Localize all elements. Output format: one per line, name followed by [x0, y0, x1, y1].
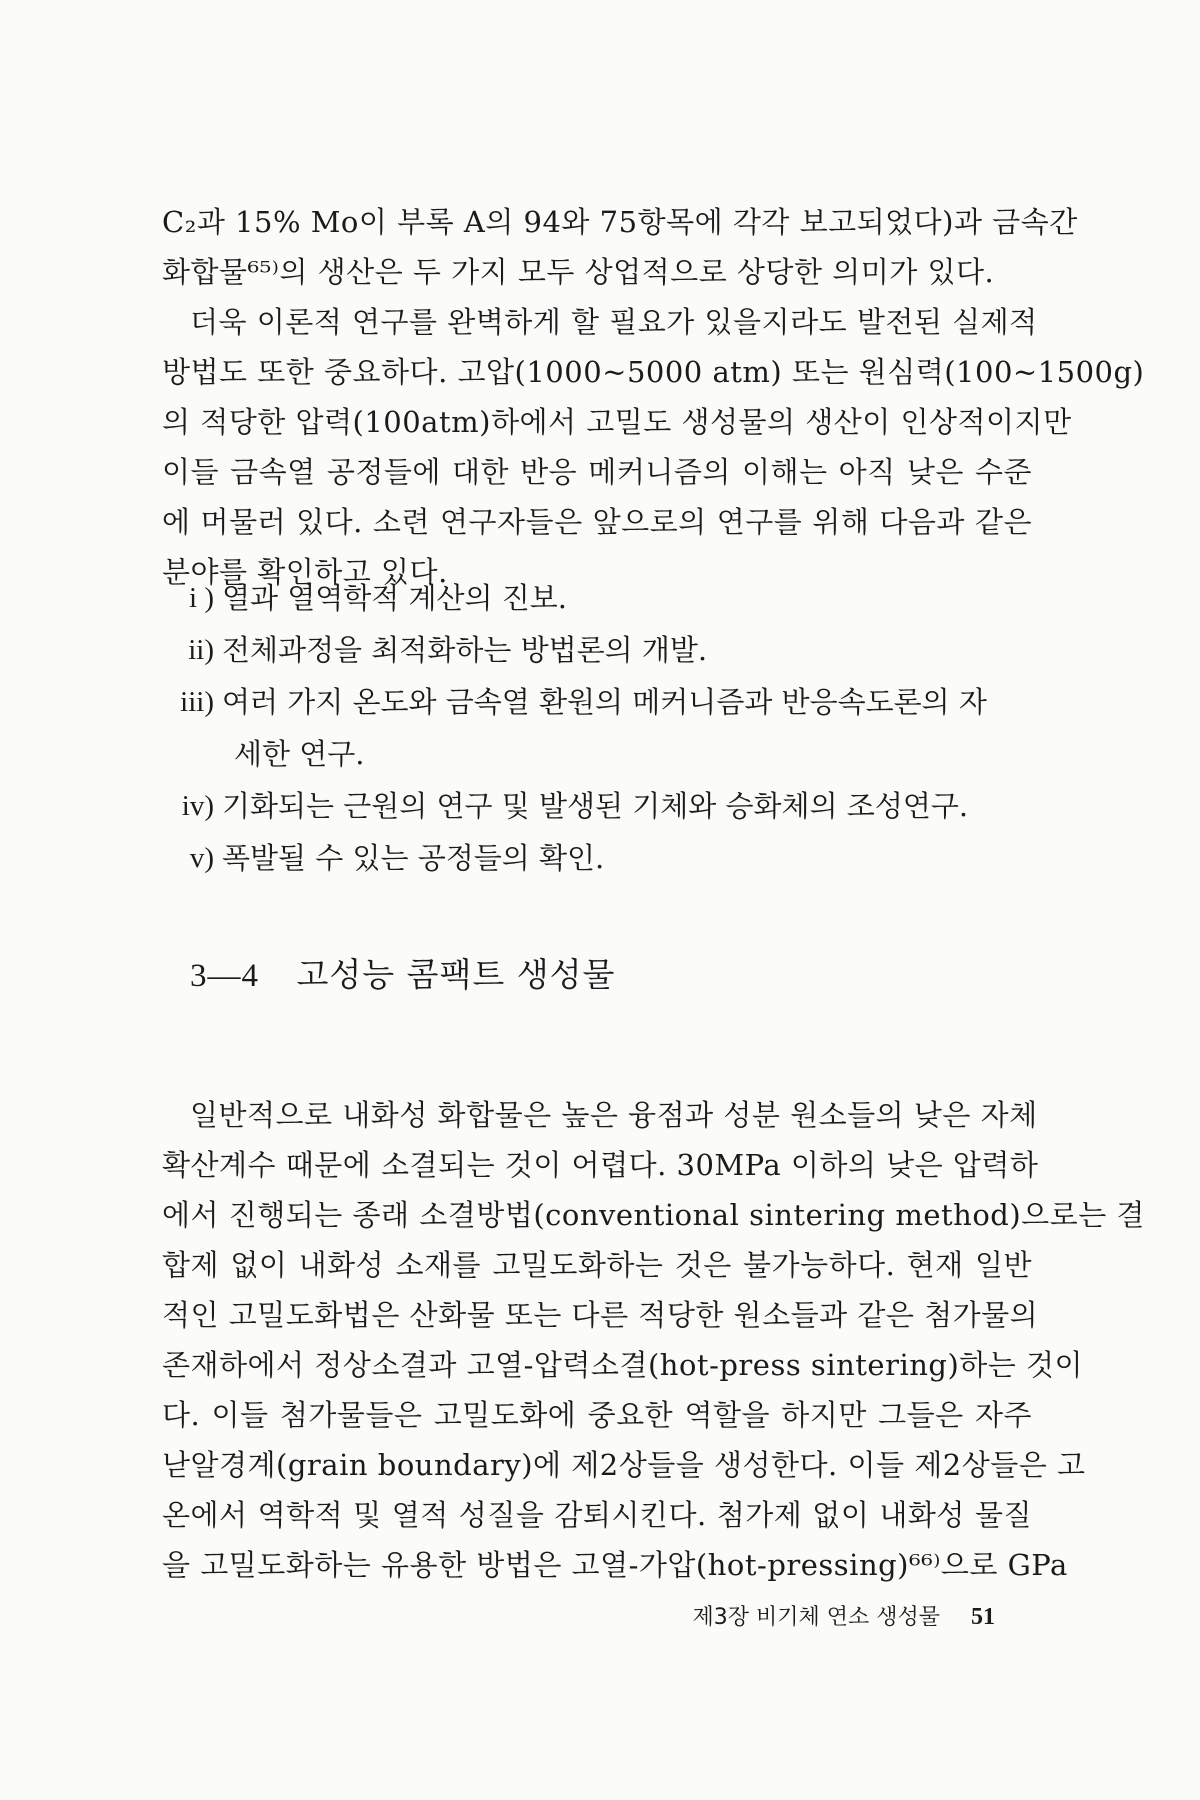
text-line: 에서 진행되는 종래 소결방법(conventional sintering method)으로는 결 [162, 1198, 1145, 1232]
text-line: 온에서 역학적 및 열적 성질을 감퇴시킨다. 첨가제 없이 내화성 물질 [162, 1498, 1032, 1532]
text-line: 에 머물러 있다. 소련 연구자들은 앞으로의 연구를 위해 다음과 같은 [162, 505, 1032, 539]
text-line: 이들 금속열 공정들에 대한 반응 메커니즘의 이해는 아직 낮은 수준 [162, 455, 1032, 489]
list-text: 여러 가지 온도와 금속열 환원의 메커니즘과 반응속도론의 자 [222, 685, 987, 719]
section-number: 3—4 [190, 958, 259, 994]
text-line: 을 고밀도화하는 유용한 방법은 고열-가압(hot-pressing)⁶⁶⁾으로 GPa [162, 1548, 1068, 1582]
text-line: 화합물⁶⁵⁾의 생산은 두 가지 모두 상업적으로 상당한 의미가 있다. [162, 255, 995, 289]
list-item [162, 572, 1032, 624]
chapter-title: 제3장 비기체 연소 생성물 [692, 1605, 940, 1630]
section-title: 고성능 콤팩트 생성물 [296, 955, 616, 994]
list-text: 세한 연구. [234, 737, 365, 771]
page-number: 51 [971, 1604, 995, 1630]
list-number: ii) [188, 634, 214, 666]
text-line: 낟알경계(grain boundary)에 제2상들을 생성한다. 이들 제2상들은 고 [162, 1448, 1086, 1482]
text-line: 합제 없이 내화성 소재를 고밀도화하는 것은 불가능하다. 현재 일반 [162, 1248, 1032, 1282]
list-number: i ) [189, 582, 214, 614]
text-line: 분야를 확인하고 있다. [162, 555, 448, 589]
text-line: 일반적으로 내화성 화합물은 높은 융점과 성분 원소들의 낮은 자체 [190, 1098, 1038, 1132]
list-number: iv) [181, 790, 214, 822]
paragraph-intro [162, 197, 1078, 297]
text-line: 더욱 이론적 연구를 완벽하게 할 필요가 있을지라도 발전된 실제적 [190, 305, 1038, 339]
list-item [162, 676, 1032, 728]
research-list [162, 572, 1032, 884]
list-item [162, 780, 1032, 832]
text-line: 확산계수 때문에 소결되는 것이 어렵다. 30MPa 이하의 낮은 압력하 [162, 1148, 1039, 1182]
paragraph-research [162, 297, 1145, 597]
paragraph-sintering [162, 1090, 1145, 1590]
text-line: 다. 이들 첨가물들은 고밀도화에 중요한 역할을 하지만 그들은 자주 [162, 1398, 1032, 1432]
text-line: 적인 고밀도화법은 산화물 또는 다른 적당한 원소들과 같은 첨가물의 [162, 1298, 1039, 1332]
list-item [162, 624, 1032, 676]
text-line: 방법도 또한 중요하다. 고압(1000~5000 atm) 또는 원심력(100~1500g) [162, 355, 1145, 389]
list-item-continuation [162, 728, 1032, 780]
running-footer [693, 1600, 996, 1631]
text-line: C₂과 15% Mo이 부록 A의 94와 75항목에 각각 보고되었다)과 금속간 [162, 205, 1078, 239]
text-line: 의 적당한 압력(100atm)하에서 고밀도 생성물의 생산이 인상적이지만 [162, 405, 1072, 439]
list-text: 전체과정을 최적화하는 방법론의 개발. [222, 633, 708, 667]
text-line: 존재하에서 정상소결과 고열-압력소결(hot-press sintering)하는 것이 [162, 1348, 1084, 1382]
list-item [162, 832, 1032, 884]
list-number: iii) [180, 686, 214, 718]
section-heading [190, 955, 615, 996]
list-text: 폭발될 수 있는 공정들의 확인. [222, 841, 605, 875]
list-text: 열과 열역학적 계산의 진보. [222, 581, 568, 615]
list-text: 기화되는 근원의 연구 및 발생된 기체와 승화체의 조성연구. [222, 789, 969, 823]
list-number: v) [189, 842, 214, 874]
